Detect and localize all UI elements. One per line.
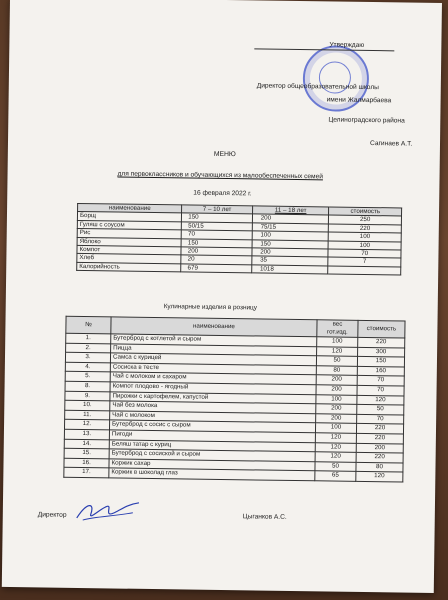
retail-cell-weight: 50 [315,462,356,472]
district-name: Целиноградского района [328,116,405,125]
retail-cell-weight: 200 [316,375,357,385]
menu-table [76,203,402,276]
retail-cell-weight: 200 [316,414,357,424]
menu-cell-portion-7-10: 150 [181,239,252,248]
menu-cell-portion-11-18: 150 [252,240,329,249]
director-label: Директор [37,511,67,519]
retail-cell-name: Сосиска в тесте [110,363,316,375]
retail-cell-name: Бутерброд с сосис с сыром [109,420,315,432]
retail-cell-number: 3. [65,352,110,362]
menu-cell-cost: 100 [328,241,401,250]
col-header-name: наименование [78,203,182,213]
retail-cell-number: 1. [66,333,111,343]
retail-cell-price: 220 [356,433,403,443]
retail-cell-name: Беляш татар с куриц [109,439,315,451]
retail-cell-weight: 65 [315,471,356,481]
retail-cell-number: 4. [65,362,110,372]
menu-cell-portion-11-18: 200 [252,248,329,257]
approver-name: Сагинаев А.Т. [369,140,413,148]
menu-cell-portion-11-18: 75/15 [252,223,329,232]
retail-cell-weight: 120 [315,442,356,452]
retail-cell-number: 10. [65,400,110,410]
retail-cell-weight: 120 [317,346,358,356]
director-name: Цыганков А.С. [242,513,287,521]
menu-cell-portion-11-18: 35 [252,256,329,265]
col-header-age-11-18: 11 – 18 лет [252,206,329,215]
menu-cell-portion-11-18: 1018 [251,265,328,274]
retail-cell-number: 16. [64,458,109,468]
retail-table [63,316,405,483]
menu-cell-cost: 250 [329,215,402,224]
menu-cell-name: Калорийность [77,262,181,272]
document-page [2,0,442,593]
menu-cell-name: Борщ [77,212,181,222]
menu-cell-portion-7-10: 150 [182,213,253,222]
menu-cell-name: Хлеб [77,254,181,264]
retail-cell-price: 50 [357,405,404,415]
retail-cell-price: 200 [356,443,403,453]
retail-cell-number: 11. [65,410,110,420]
retail-cell-name: Компот плодово - ягодный [110,382,316,394]
menu-cell-name: Рис [77,229,181,239]
retail-cell-name: Самса с курицей [110,353,316,365]
retail-section-title: Кулинарные изделия в розницу [163,303,257,312]
retail-cell-name: Коржик в шоколад глаз [109,468,315,480]
menu-cell-cost [328,266,401,275]
retail-cell-number: 2. [66,343,111,353]
retail-cell-number: 13. [64,429,109,439]
retail-cell-weight: 200 [316,385,357,395]
retail-cell-weight: 50 [316,356,357,366]
menu-cell-portion-7-10: 200 [181,247,252,256]
col-header-item-name: наименование [111,317,317,337]
retail-cell-weight: 120 [315,452,356,462]
retail-cell-name: Пирожки с картофелем, капустой [110,391,316,403]
retail-cell-price: 220 [356,452,403,462]
retail-cell-name: Бутерброд с котлетой и сыром [111,334,317,346]
retail-cell-weight: 100 [315,423,356,433]
retail-cell-weight: 100 [317,337,358,347]
approval-label: Утверждаю [329,41,365,49]
retail-cell-price: 70 [357,376,404,386]
menu-cell-portion-7-10: 70 [181,230,252,239]
retail-cell-number: 12. [64,420,109,430]
retail-cell-name: Чай с молоком и сахаром [110,372,316,384]
retail-cell-price: 70 [357,414,404,424]
retail-cell-price: 220 [356,424,403,434]
retail-cell-number: 5. [65,372,110,382]
menu-cell-name: Компот [77,245,181,255]
retail-cell-number: 8. [65,381,110,391]
retail-cell-price: 70 [357,385,404,395]
col-header-cost: стоимость [329,207,402,216]
col-header-number: № [66,316,111,334]
retail-cell-price: 150 [357,357,404,367]
menu-cell-portion-7-10: 50/15 [182,222,253,231]
menu-cell-cost: 220 [329,224,402,233]
col-header-weight: вес гот.изд. [317,320,358,338]
retail-cell-name: Коржик сахар [109,459,315,471]
col-header-age-7-10: 7 – 10 лет [182,205,253,214]
retail-cell-weight: 200 [316,404,357,414]
menu-cell-name: Гуляш с соусом [77,220,181,230]
menu-cell-portion-7-10: 20 [181,255,252,264]
menu-cell-cost: 100 [329,232,402,241]
retail-cell-name: Чай без молока [110,401,316,413]
document-date: 16 февраля 2022 г. [193,189,252,198]
menu-cell-portion-7-10: 679 [181,264,252,273]
retail-cell-number: 9. [65,391,110,401]
approver-position: Директор общеобразовательной школы [256,82,379,92]
retail-cell-price: 300 [358,347,405,357]
retail-cell-name: Чай с молоком [110,411,316,423]
retail-cell-price: 160 [357,366,404,376]
menu-cell-cost: 70 [328,249,401,258]
document-title: МЕНЮ [213,150,236,159]
menu-cell-cost: 7 [328,257,401,266]
menu-cell-portion-11-18: 100 [252,231,329,240]
col-header-price: стоимость [358,320,405,338]
retail-cell-name: Пицца [111,344,317,356]
menu-cell-portion-11-18: 200 [252,214,329,223]
retail-cell-price: 80 [356,462,403,472]
retail-cell-price: 120 [357,395,404,405]
retail-cell-name: Пигоди [109,430,315,442]
retail-cell-price: 220 [358,337,405,347]
retail-cell-name: Бутерброд с сосиской и сыром [109,449,315,461]
retail-cell-number: 14. [64,439,109,449]
retail-cell-weight: 80 [316,366,357,376]
school-name: имени Жалмарбаева [326,96,392,105]
retail-cell-number: 17. [64,468,109,478]
retail-cell-price: 120 [356,472,403,482]
menu-cell-name: Яблоко [77,237,181,247]
retail-cell-weight: 100 [316,394,357,404]
document-subtitle: для первоклассников и обучающихся из малообеспеченных семей [117,170,324,181]
retail-cell-weight: 120 [315,433,356,443]
retail-cell-number: 15. [64,448,109,458]
director-signature [73,498,143,525]
